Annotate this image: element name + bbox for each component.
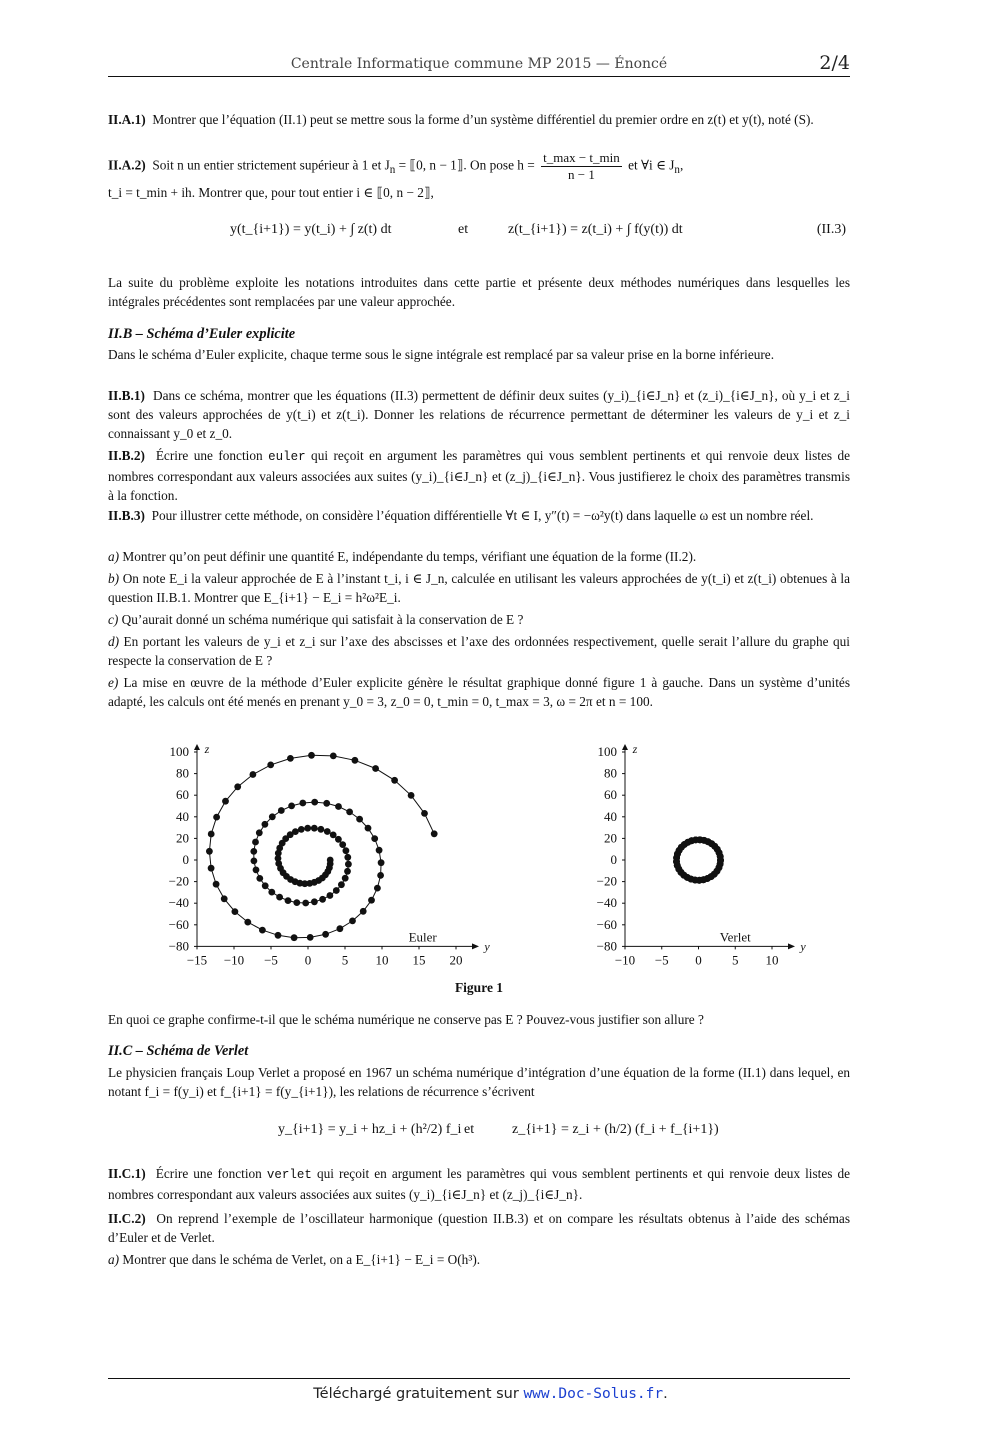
label-iib3: II.B.3) [108, 508, 145, 523]
section-iib-title [108, 323, 850, 343]
label-c: c) [108, 612, 119, 627]
y-tick-label: −20 [168, 873, 189, 889]
question-iia1 [108, 110, 850, 129]
euler-point [322, 931, 329, 938]
section-title-iib: II.B – Schéma d’Euler explicite [108, 326, 296, 342]
figure-caption: Figure 1 [454, 980, 504, 995]
y-tick-label: 60 [604, 787, 617, 803]
text-iia2-d: t_i = t_min + ih. Montrer que, pour tout entier i ∈ ⟦0, n − 2⟧, [108, 185, 434, 200]
equation-ii3-mid: et [458, 222, 469, 237]
euler-point [213, 881, 220, 888]
euler-point [345, 861, 352, 868]
euler-point [250, 771, 257, 778]
question-iic1 [108, 1164, 850, 1204]
euler-point [278, 807, 285, 814]
z-axis-label: z [204, 742, 210, 756]
label-iic2: II.C.2) [108, 1211, 146, 1226]
euler-point [352, 757, 359, 764]
paragraph-iic-intro [108, 1063, 850, 1101]
euler-point [368, 897, 375, 904]
footer-rule [108, 1378, 850, 1379]
euler-point [431, 830, 438, 837]
verlet-label: Verlet [719, 929, 751, 945]
question-iia2: II.A.2) Soit n un entier strictement supérieur à 1 et $J_n$ = ⟦0, n − 1⟧. On pose h = $\frac{t\_\max - t\_\min}{n - 1}$ et ∀i ∈ $J_n$, t_i = t_min + ih. Montrer que, pour tout entier i ∈ ⟦0, n − 2⟧, [108, 150, 684, 200]
euler-point [268, 889, 275, 896]
euler-point [330, 753, 337, 760]
x-tick-label: 0 [304, 952, 312, 968]
question-iib3 [108, 506, 850, 525]
euler-point [307, 934, 314, 941]
euler-point [222, 798, 229, 805]
x-tick-label: 5 [732, 952, 739, 968]
euler-point [311, 825, 318, 832]
h-numerator: t_max − t_min [543, 150, 620, 165]
euler-point [333, 887, 340, 894]
label-b: b) [108, 571, 120, 586]
euler-label: Euler [408, 929, 437, 945]
y-tick-label: 20 [604, 830, 617, 846]
x-tick-label: 20 [449, 952, 463, 968]
euler-point [377, 872, 384, 879]
text-c: Qu’aurait donné un schéma numérique qui satisfait à la conservation de E ? [121, 612, 524, 627]
x-tick-label: −5 [654, 952, 669, 968]
euler-point [421, 810, 428, 817]
text-suite: La suite du problème exploite les notations introduites dans cette partie et présente deux méthodes numériques dans lesquelles les intégrales précédentes sont remplacées par une valeur approchée. [108, 275, 850, 309]
euler-point [323, 800, 330, 807]
euler-point [337, 925, 344, 932]
text-iib2-b: qui reçoit en argument les paramètres qui vous semblent pertinents et qui renvoie deux listes de nombres correspondant aux valeurs associées aux suites (y_i)_{i∈J_n} et (z_j)_{i∈J_n}. Vous justifierez le choix des paramètres transmis à la fonction. [108, 448, 851, 503]
y-tick-label: 80 [176, 765, 189, 781]
text-iic-intro: Le physicien français Loup Verlet a proposé en 1967 un schéma numérique d’intégration d’une équation de la forme (II.1) dans lequel, en notant f_i = f(y_i) et f_{i+1} = f(y_{i+1}), les relations de récurrence s’écrivent [108, 1065, 850, 1099]
text-iib2-a: Écrire une fonction [155, 448, 263, 463]
euler-point [287, 755, 294, 762]
paragraph-suite [108, 273, 850, 311]
y-axis-arrow [622, 744, 628, 750]
x-tick-label: −5 [264, 952, 278, 968]
euler-point [349, 918, 356, 925]
euler-point [288, 803, 295, 810]
euler-point [374, 885, 381, 892]
verlet-eq-mid: et [464, 1122, 475, 1137]
euler-point [378, 859, 385, 866]
euler-point [376, 847, 383, 854]
euler-point [221, 895, 228, 902]
y-axis-label: y [484, 939, 490, 954]
section-title-iic: II.C – Schéma de Verlet [108, 1043, 249, 1059]
z-axis-label: z [632, 742, 638, 756]
y-axis-arrow [194, 744, 200, 750]
euler-point [319, 896, 326, 903]
euler-point [250, 848, 257, 855]
y-tick-label: −40 [168, 895, 189, 911]
footer-prefix: Téléchargé gratuitement sur [313, 1386, 519, 1402]
h-denominator: n − 1 [568, 167, 595, 182]
euler-point [372, 765, 379, 772]
text-iia2-a: Soit n un entier strictement supérieur à 1 et J [152, 157, 390, 173]
code-verlet: verlet [266, 1168, 312, 1182]
y-tick-label: 20 [176, 830, 189, 846]
y-tick-label: 40 [176, 808, 189, 824]
euler-point [253, 867, 260, 874]
euler-point [318, 826, 325, 833]
euler-point [304, 825, 311, 832]
euler-point [365, 825, 372, 832]
text-iib3: Pour illustrer cette méthode, on considère l’équation différentielle ∀t ∈ I, y″(t) = −ω²y(t) dans laquelle ω est un nombre réel. [151, 508, 814, 523]
euler-point [360, 908, 367, 915]
euler-curve [209, 755, 434, 937]
euler-point [232, 908, 239, 915]
y-tick-label: −80 [168, 938, 189, 954]
h-fraction [541, 150, 622, 183]
question-iib2 [108, 446, 850, 505]
y-tick-label: −60 [168, 916, 189, 932]
section-iic-title [108, 1040, 850, 1060]
figure-1-svg [108, 736, 850, 976]
figure-1 [108, 736, 850, 976]
question-iic2 [108, 1209, 850, 1247]
label-a2: a) [108, 1252, 120, 1267]
x-tick-label: 0 [695, 952, 702, 968]
x-tick-label: 15 [412, 952, 426, 968]
euler-point [391, 777, 398, 784]
x-axis-arrow [788, 943, 795, 949]
euler-point [343, 847, 350, 854]
text-iib1: Dans ce schéma, montrer que les équations (II.3) permettent de définir deux suites (y_i)_{i∈J_n} et (z_i)_{i∈J_n}, où y_i et z_i sont des valeurs approchées de y(t_i) et z(t_i). Donner les relations de récurrence permettant de déterminer les valeurs de y_i et z_i connaissant y_0 et z_0. [108, 388, 850, 441]
text-e: La mise en œuvre de la méthode d’Euler explicite génère le résultat graphique donné figure 1 à gauche. Dans un système d’unités adapté, les calculs ont été menés en prenant y_0 = 3, z_0 = 0, t_min = 0, t_max = 3, ω = 2π et n = 100. [108, 675, 851, 709]
verlet-point [717, 857, 724, 864]
label-iib1: II.B.1) [108, 388, 145, 403]
paragraph-iib-intro [108, 345, 850, 364]
question-b [108, 569, 850, 607]
paragraph-fig-question [108, 1010, 850, 1029]
y-tick-label: 60 [176, 787, 189, 803]
x-tick-label: 5 [341, 952, 349, 968]
euler-point [275, 932, 282, 939]
text-iic2: On reprend l’exemple de l’oscillateur harmonique (question II.B.3) et on compare les résultats obtenus à l’aide des schémas d’Euler et de Verlet. [108, 1211, 850, 1245]
y-tick-label: 80 [604, 765, 617, 781]
euler-point [208, 831, 215, 838]
code-euler: euler [268, 450, 306, 464]
page-number: 2/4 [819, 52, 850, 74]
footer-suffix: . [663, 1386, 668, 1402]
euler-point [269, 813, 276, 820]
euler-point [344, 868, 351, 875]
x-tick-label: −10 [614, 952, 636, 968]
euler-point [342, 875, 349, 882]
y-tick-label: 100 [597, 744, 617, 759]
question-iib1 [108, 386, 850, 443]
y-tick-label: −20 [596, 873, 617, 889]
y-tick-label: −40 [596, 895, 617, 911]
euler-point [244, 919, 251, 926]
question-d [108, 632, 850, 670]
euler-point [285, 897, 292, 904]
y-tick-label: −60 [596, 916, 617, 932]
equation-ii3-right: z(t_{i+1}) = z(t_i) + ∫ f(y(t)) dt [508, 222, 683, 237]
question-c [108, 610, 850, 629]
euler-point [262, 821, 269, 828]
euler-point [293, 899, 300, 906]
euler-point [408, 792, 415, 799]
equation-number: (II.3) [816, 222, 846, 237]
euler-point [256, 875, 263, 882]
label-e: e) [108, 675, 119, 690]
euler-point [311, 799, 318, 806]
euler-point [371, 835, 378, 842]
euler-point [262, 882, 269, 889]
euler-point [338, 881, 345, 888]
text-iic1-b: qui reçoit en argument les paramètres qui vous semblent pertinents et qui renvoie deux listes de nombres correspondant aux valeurs associées aux suites (y_i)_{i∈J_n} et (z_j)_{i∈J_n}. [108, 1166, 851, 1202]
x-tick-label: 10 [765, 952, 779, 968]
euler-point [206, 848, 213, 855]
euler-point [327, 892, 334, 899]
euler-point [346, 809, 353, 816]
euler-point [308, 752, 315, 759]
euler-point [234, 783, 241, 790]
page-footer [0, 1386, 981, 1402]
text-b: On note E_i la valeur approchée de E à l’instant t_i, i ∈ J_n, calculée en utilisant les valeurs approchées de y(t_i) et z(t_i) obtenues à la question II.B.1. Montrer que E_{i+1} − E_i = h²ω²E_i. [108, 571, 850, 605]
euler-point [335, 803, 342, 810]
text-d: En portant les valeurs de y_i et z_i sur l’axe des abscisses et l’axe des ordonnées respectivement, quelle serait l’allure du graphe qui respecte la conservation de E ? [108, 634, 851, 668]
text-iia2-b: = ⟦0, n − 1⟧. On pose h = [398, 157, 535, 173]
label-a: a) [108, 549, 120, 564]
label-d: d) [108, 634, 120, 649]
y-tick-label: 0 [610, 852, 617, 867]
euler-point [267, 762, 274, 769]
euler-point [213, 814, 220, 821]
question-e [108, 673, 850, 711]
label-iib2: II.B.2) [108, 448, 145, 463]
y-tick-label: 100 [169, 744, 189, 759]
text-fig-question: En quoi ce graphe confirme-t-il que le schéma numérique ne conserve pas E ? Pouvez-vous justifier son allure ? [108, 1012, 704, 1027]
euler-point [252, 839, 259, 846]
text-iic1-a: Écrire une fonction [155, 1166, 262, 1181]
verlet-eq-right: z_{i+1} = z_i + (h/2) (f_i + f_{i+1}) [512, 1122, 719, 1137]
y-axis-label: y [800, 939, 806, 954]
footer-link[interactable]: www.Doc-Solus.fr [523, 1386, 664, 1402]
label-iia2: II.A.2) [108, 157, 146, 173]
y-tick-label: 40 [604, 808, 617, 824]
verlet-eq-left: y_{i+1} = y_i + hz_i + (h²/2) f_i [278, 1122, 462, 1137]
euler-point [276, 894, 283, 901]
text-a2: Montrer que dans le schéma de Verlet, on a E_{i+1} − E_i = O(h³). [122, 1252, 481, 1267]
euler-point [256, 829, 263, 836]
x-tick-label: 10 [375, 952, 389, 968]
euler-point [335, 836, 342, 843]
euler-point [298, 826, 305, 833]
text-a: Montrer qu’on peut définir une quantité E, indépendante du temps, vérifiant une équation de la forme (II.2). [122, 549, 697, 564]
euler-point [339, 841, 346, 848]
text-iia1: Montrer que l’équation (II.1) peut se mettre sous la forme d’un système différentiel du premier ordre en z(t) et y(t), noté (S). [152, 112, 814, 127]
label-iia1: II.A.1) [108, 112, 146, 127]
equation-ii3-left: y(t_{i+1}) = y(t_i) + ∫ z(t) dt [230, 222, 392, 237]
euler-point [208, 865, 215, 872]
text-iia2-c: et ∀i ∈ J [628, 157, 675, 173]
euler-point [259, 927, 266, 934]
y-tick-label: 0 [182, 852, 189, 867]
euler-point [311, 898, 318, 905]
euler-point [302, 900, 309, 907]
euler-point [330, 832, 337, 839]
question-a2 [108, 1250, 850, 1269]
header-title: Centrale Informatique commune MP 2015 — Énoncé [290, 56, 668, 72]
euler-point [291, 934, 298, 941]
question-a [108, 547, 850, 566]
x-tick-label: −10 [223, 952, 245, 968]
euler-point [324, 828, 331, 835]
euler-point [356, 816, 363, 823]
page-header [108, 52, 850, 77]
euler-point [251, 858, 258, 865]
y-tick-label: −80 [596, 938, 617, 954]
x-tick-label: −15 [186, 952, 208, 968]
x-axis-arrow [472, 943, 479, 949]
label-iic1: II.C.1) [108, 1166, 146, 1181]
euler-point [344, 854, 351, 861]
euler-point [299, 800, 306, 807]
text-iib-intro: Dans le schéma d’Euler explicite, chaque terme sous le signe intégrale est remplacé par sa valeur prise en la borne inférieure. [108, 347, 775, 362]
euler-point [292, 828, 299, 835]
